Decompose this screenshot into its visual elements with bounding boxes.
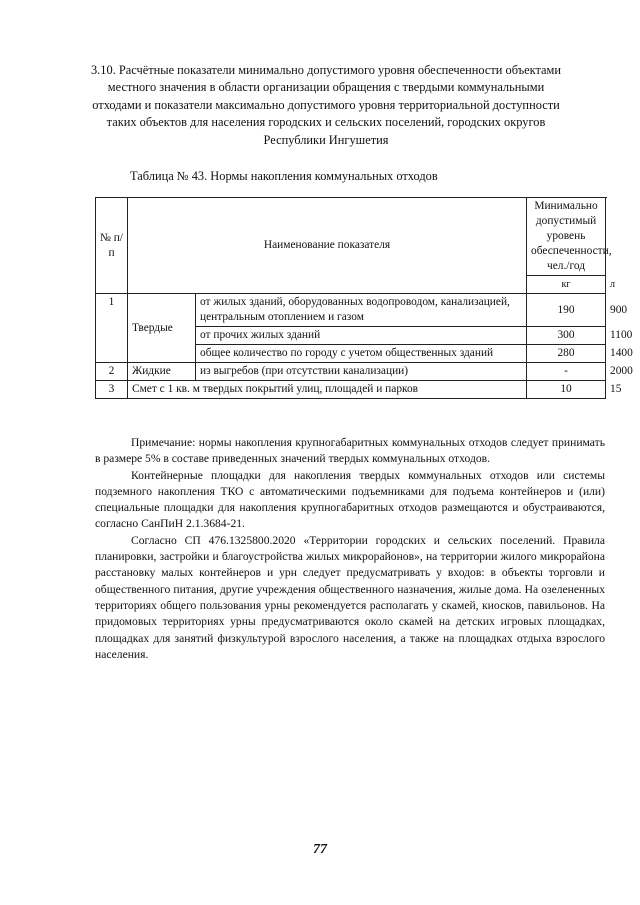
containers-paragraph: Контейнерные площадки для накопления твердых коммунальных отходов или системы подземного накопления ТКО с автоматическими подъемниками для подъема контейнеров и (или) специальные площадки для накопления крупногабаритных отходов размещаются и обустраиваются, согласно СанПиН 2.1.3684-21. xyxy=(95,468,605,531)
note-paragraph: Примечание: нормы накопления крупногабаритных коммунальных отходов следует принимать в размере 5% в составе приведенных значений твердых коммунальных отходов. xyxy=(95,436,605,466)
table-units-row: кг л xyxy=(96,276,606,294)
page-number: 77 xyxy=(313,842,327,857)
value-kg: 10 xyxy=(527,381,606,399)
value-kg: - xyxy=(527,363,606,381)
table-row: 3 Смет с 1 кв. м твердых покрытий улиц, площадей и парков 10 15 xyxy=(96,381,606,399)
row-label: от жилых зданий, оборудованных водопроводом, канализацией, центральным отоплением и газом xyxy=(196,294,527,327)
table-row: 2 Жидкие из выгребов (при отсутствии канализации) - 2000 xyxy=(96,363,606,381)
table-caption: Таблица № 43. Нормы накопления коммунальных отходов xyxy=(130,169,438,183)
col-name-header: Наименование показателя xyxy=(128,198,527,294)
col-num-header: № п/п xyxy=(96,198,128,294)
row-group-label: Твердые xyxy=(128,294,196,363)
row-label: общее количество по городу с учетом общественных зданий xyxy=(196,345,527,363)
table-header-row xyxy=(96,198,606,276)
row-label: из выгребов (при отсутствии канализации) xyxy=(196,363,527,381)
row-number: 2 xyxy=(96,363,128,381)
col-min-header: Минимально допустимый уровень обеспеченности, чел./год xyxy=(527,198,606,276)
row-group-label: Жидкие xyxy=(128,363,196,381)
value-kg: 280 xyxy=(527,345,606,363)
unit-kg: кг xyxy=(527,276,606,294)
table-row: 1 Твердые от жилых зданий, оборудованных водопроводом, канализацией, центральным отоплением и газом 190 900 xyxy=(96,294,606,327)
body-text xyxy=(95,435,605,663)
row-label: Смет с 1 кв. м твердых покрытий улиц, площадей и парков xyxy=(128,381,527,399)
sp-paragraph: Согласно СП 476.1325800.2020 «Территории городских и сельских поселений. Правила планировки, застройки и благоустройства жилых микрорайонов», на территории жилого микрорайона расстановку малых контейнеров и урн следует предусматривать у входов: в объекты торговли и общественного питания, другие учреждения общественного назначения, жилые дома. На озелененных территориях общего пользования урны рекомендуется располагать у скамей, киосков, павильонов. На придомовых территориях урны предусматриваются около скамей на детских игровых площадках, площадках для занятий физкультурой взрослого населения, а также на площадках отдыха взрослого населения. xyxy=(95,533,605,661)
norms-table xyxy=(95,197,633,399)
row-number: 3 xyxy=(96,381,128,399)
row-label: от прочих жилых зданий xyxy=(196,327,527,345)
section-heading: 3.10. Расчётные показатели минимально допустимого уровня обеспеченности объектами местного значения в области организации обращения с твердыми коммунальными отходами и показатели максимально допустимого уровня территориальной доступности таких объектов для населения городских и сельских поселений, городских округов Республики Ингушетия xyxy=(90,63,562,147)
row-number: 1 xyxy=(96,294,128,363)
table-row: общее количество по городу с учетом общественных зданий 280 1400 xyxy=(96,345,606,363)
value-kg: 300 xyxy=(527,327,606,345)
value-kg: 190 xyxy=(527,294,606,327)
table-row: от прочих жилых зданий 300 1100 xyxy=(96,327,606,345)
